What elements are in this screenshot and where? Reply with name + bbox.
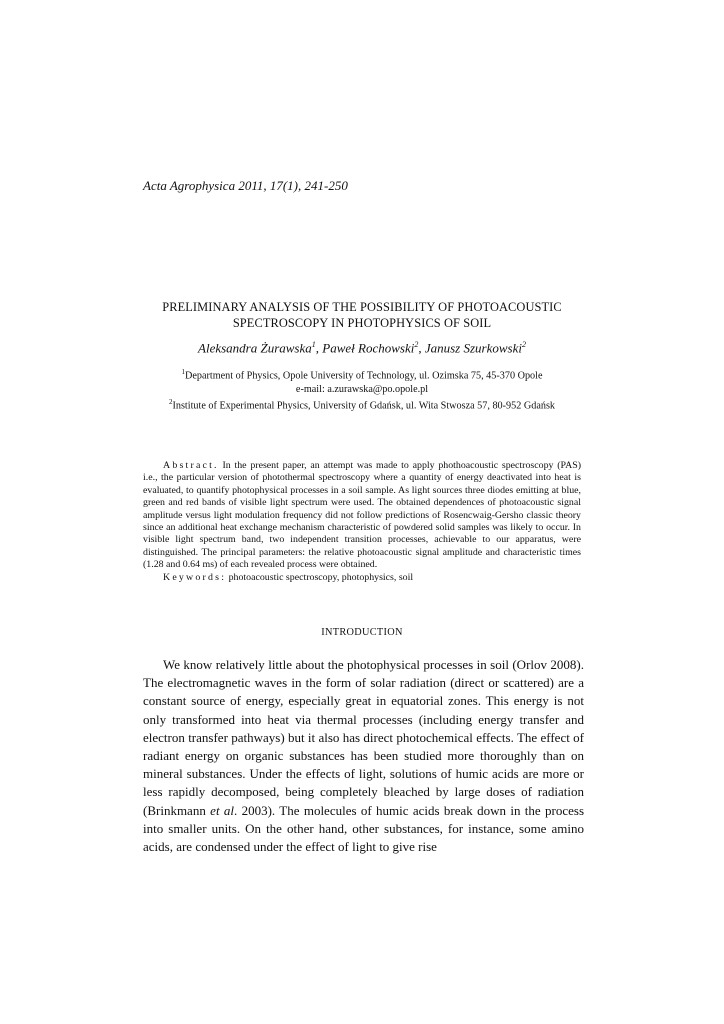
abstract: [143, 460, 581, 584]
abstract-label: Abstract.: [163, 460, 219, 471]
author-affiliation-mark: 1: [311, 340, 316, 349]
section-heading: INTRODUCTION: [321, 627, 403, 638]
author-email: e-mail: a.zurawska@po.opole.pl: [295, 383, 429, 395]
author-separator: ,: [418, 340, 425, 356]
body-text: . 2003). The molecules of humic acids break down in the process into smaller units. On the other hand, other substances, for instance, some amino acids, are condensed under the effect of light to give rise: [143, 802, 584, 855]
keywords-text: photoacoustic spectroscopy, photophysics, soil: [226, 571, 414, 583]
author-list: [100, 340, 624, 356]
affiliation-text: Institute of Experimental Physics, University of Gdańsk, ul. Wita Stwosza 57, 80-952 Gdańsk: [172, 400, 555, 412]
author-name: Janusz Szurkowski: [424, 340, 522, 356]
paper-title: [100, 299, 624, 331]
author-name: Aleksandra Żurawska: [198, 340, 312, 356]
body-text-italic: et al: [210, 802, 235, 818]
author-separator: ,: [315, 340, 323, 356]
title-line-2: SPECTROSCOPY IN PHOTOPHYSICS OF SOIL: [232, 316, 492, 330]
body-text: We know relatively little about the photophysical processes in soil (Orlov 2008). The electromagnetic waves in the form of solar radiation (direct or scattered) are a constant source of energy, especially great in equatorial zones. This energy is not only transformed into heat via thermal processes (including energy transfer and electron transfer pathways) but it also has direct photochemical effects. The effect of radiant energy on organic substances has been studied more thoroughly than on mineral substances. Under the effects of light, solutions of humic acids are more or less rapidly decomposed, being completely bleached by large doses of radiation (Brinkmann: [143, 657, 584, 818]
affiliation-mark: 2: [168, 398, 173, 407]
introduction-body: [143, 656, 584, 856]
abstract-paragraph: [143, 460, 581, 572]
author-affiliation-mark: 2: [414, 340, 419, 349]
affiliation-2: [100, 396, 624, 413]
keywords: [143, 572, 581, 584]
journal-citation: Acta Agrophysica 2011, 17(1), 241-250: [143, 178, 348, 193]
affiliations: [100, 366, 624, 413]
affiliation-1: [100, 366, 624, 383]
abstract-text: In the present paper, an attempt was made to apply phothoacoustic spectroscopy (PAS) i.e., the particular version of photothermal spectroscopy where a quantity of energy deactivated into heat is evaluated, to quantify photophysical processes in a soil sample. As light sources three diodes emitting at blue, green and red bands of visible light spectrum were used. The obtained dependences of photoacoustic signal amplitude versus light modulation frequency did not follow predictions of Rosencwaig-Gersho classic theory since an additional heat exchange mechanism characteristic of powdered solid samples was likely to occur. In visible light spectrum band, two independent transition processes, achievable to our apparatus, were distinguished. The principal parameters: the relative photoacoustic signal amplitude and characteristic times (1.28 and 0.64 ms) of each revealed process were obtained.: [143, 460, 581, 571]
affiliation-mark: 1: [181, 368, 185, 376]
keywords-label: Keywords:: [163, 571, 227, 583]
body-paragraph: [143, 656, 584, 856]
author-name: Paweł Rochowski: [322, 340, 415, 356]
title-line-1: PRELIMINARY ANALYSIS OF THE POSSIBILITY OF PHOTOACOUSTIC: [162, 300, 562, 314]
author-affiliation-mark: 2: [521, 340, 526, 349]
affiliation-text: Department of Physics, Opole University of Technology, ul. Ozimska 75, 45-370 Opole: [185, 370, 543, 382]
